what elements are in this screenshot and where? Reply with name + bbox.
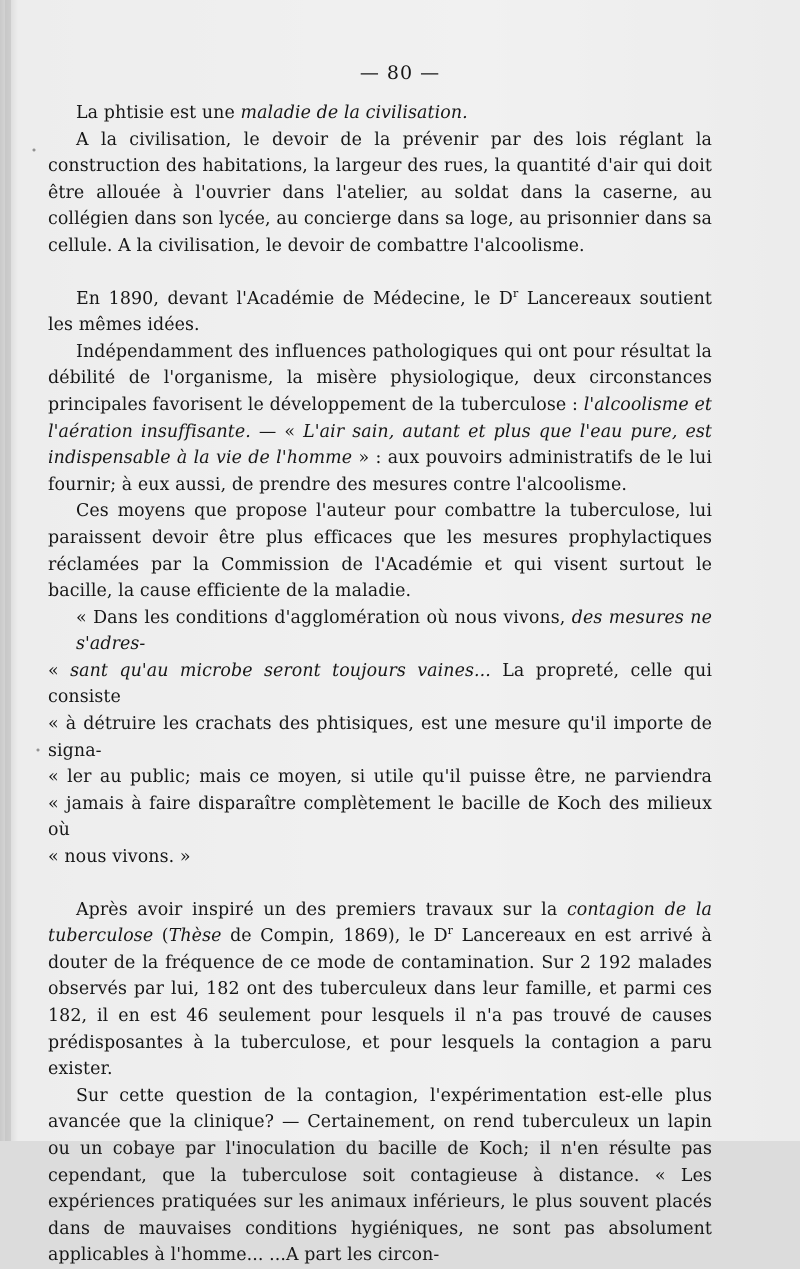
text-run: de Compin, 1869), le D: [221, 926, 448, 947]
paragraph-2: A la civilisation, le devoir de la prévenir par des lois réglant la construction des habitations, la largeur des rues, la quantité d'air qui doit être allouée à l'ouvrier dans l'atelier, au soldat dans la caserne, au collégien dans son lycée, au concierge dans sa loge, au prisonnier dans sa cellule. A la civilisation, le devoir de combattre l'alcoolisme.: [48, 129, 712, 256]
quote-line: [48, 658, 712, 711]
text-run: Après avoir inspiré un des premiers travaux sur la: [76, 899, 567, 920]
italic-run: maladie de la civilisation.: [240, 103, 468, 123]
text-run: « Dans les conditions d'agglomération où nous vivons,: [76, 607, 572, 628]
italic-run: L'air sain, autant et plus que l'eau pure, est indispensable à la vie de l'homme: [48, 421, 712, 469]
paragraph-1: [48, 100, 712, 127]
text-run: Lancereaux soutient les mêmes idées.: [48, 288, 712, 336]
text-run: La phtisie est une: [76, 103, 241, 123]
text-run: (: [153, 926, 169, 947]
italic-run: l'alcoolisme et l'aération insuffisante.: [48, 394, 712, 442]
paragraph-8: Sur cette question de la contagion, l'expérimentation est-elle plus avancée que la clinique? — Certainement, on rend tuberculeux un lapin ou un cobaye par l'inoculation du bacille de Koch; il n'en résulte pas cependant, que la tuberculose soit contagieuse à distance. « Les expériences pratiquées sur les animaux inférieurs, le plus souvent placés dans de mauvaises conditions hygiéniques, ne sont pas absolument applicables à l'homme... ...A part les circon-: [48, 1085, 712, 1266]
superscript: r: [512, 286, 519, 300]
text-run: Lancereaux en est arrivé à douter de la fréquence de ce mode de contamination. Sur 2 192 malades observés par lui, 182 ont des tuberculeux dans leur famille, et parmi ces 182, il en est 46 seulement pour lesquels il n'a pas trouvé de causes prédisposantes à la tuberculose, et pour lesquels la contagion a paru exister.: [48, 926, 712, 1080]
text-run: — «: [250, 421, 304, 442]
text-run: «: [48, 660, 71, 681]
text-run: Indépendamment des influences pathologiques qui ont pour résultat la débilité de l'organisme, la misère physiologique, deux circonstances principales favorisent le développement de la tuberculose :: [48, 341, 712, 415]
paragraph-4: [48, 339, 712, 499]
paragraph-5: Ces moyens que propose l'auteur pour combattre la tuberculose, lui paraissent devoir être plus efficaces que les mesures prophylactiques réclamées par la Commission de l'Académie et qui visent surtout le bacille, la cause efficiente de la maladie.: [48, 501, 712, 602]
text-run: » : aux pouvoirs administratifs de le lui fournir; à eux aussi, de prendre des mesures contre l'alcoolisme.: [48, 448, 712, 495]
quote-line: « ler au public; mais ce moyen, si utile qu'il puisse être, ne parviendra: [48, 767, 712, 788]
quote-line: « jamais à faire disparaître complètement le bacille de Koch des milieux où: [48, 793, 712, 841]
italic-run: Thèse: [168, 926, 222, 947]
paragraph-3: [48, 286, 712, 339]
paragraph-7: [48, 897, 712, 1083]
body-text: [48, 100, 712, 1269]
paragraph-6-quote: [48, 605, 712, 871]
text-run: En 1890, devant l'Académie de Médecine, le D: [76, 288, 513, 309]
quote-line: « à détruire les crachats des phtisiques, est une mesure qu'il importe de signa-: [48, 714, 712, 761]
italic-run: sant qu'au microbe seront toujours vaines...: [70, 660, 491, 681]
superscript: r: [447, 924, 454, 938]
page-number: — 80 —: [359, 62, 441, 84]
italic-run: contagion de la tuberculose: [48, 899, 713, 947]
text-run: La propreté, celle qui consiste: [48, 660, 712, 708]
quote-line: « nous vivons. »: [48, 847, 191, 868]
italic-run: des mesures ne s'adres-: [76, 607, 712, 655]
quote-line: [48, 605, 712, 658]
